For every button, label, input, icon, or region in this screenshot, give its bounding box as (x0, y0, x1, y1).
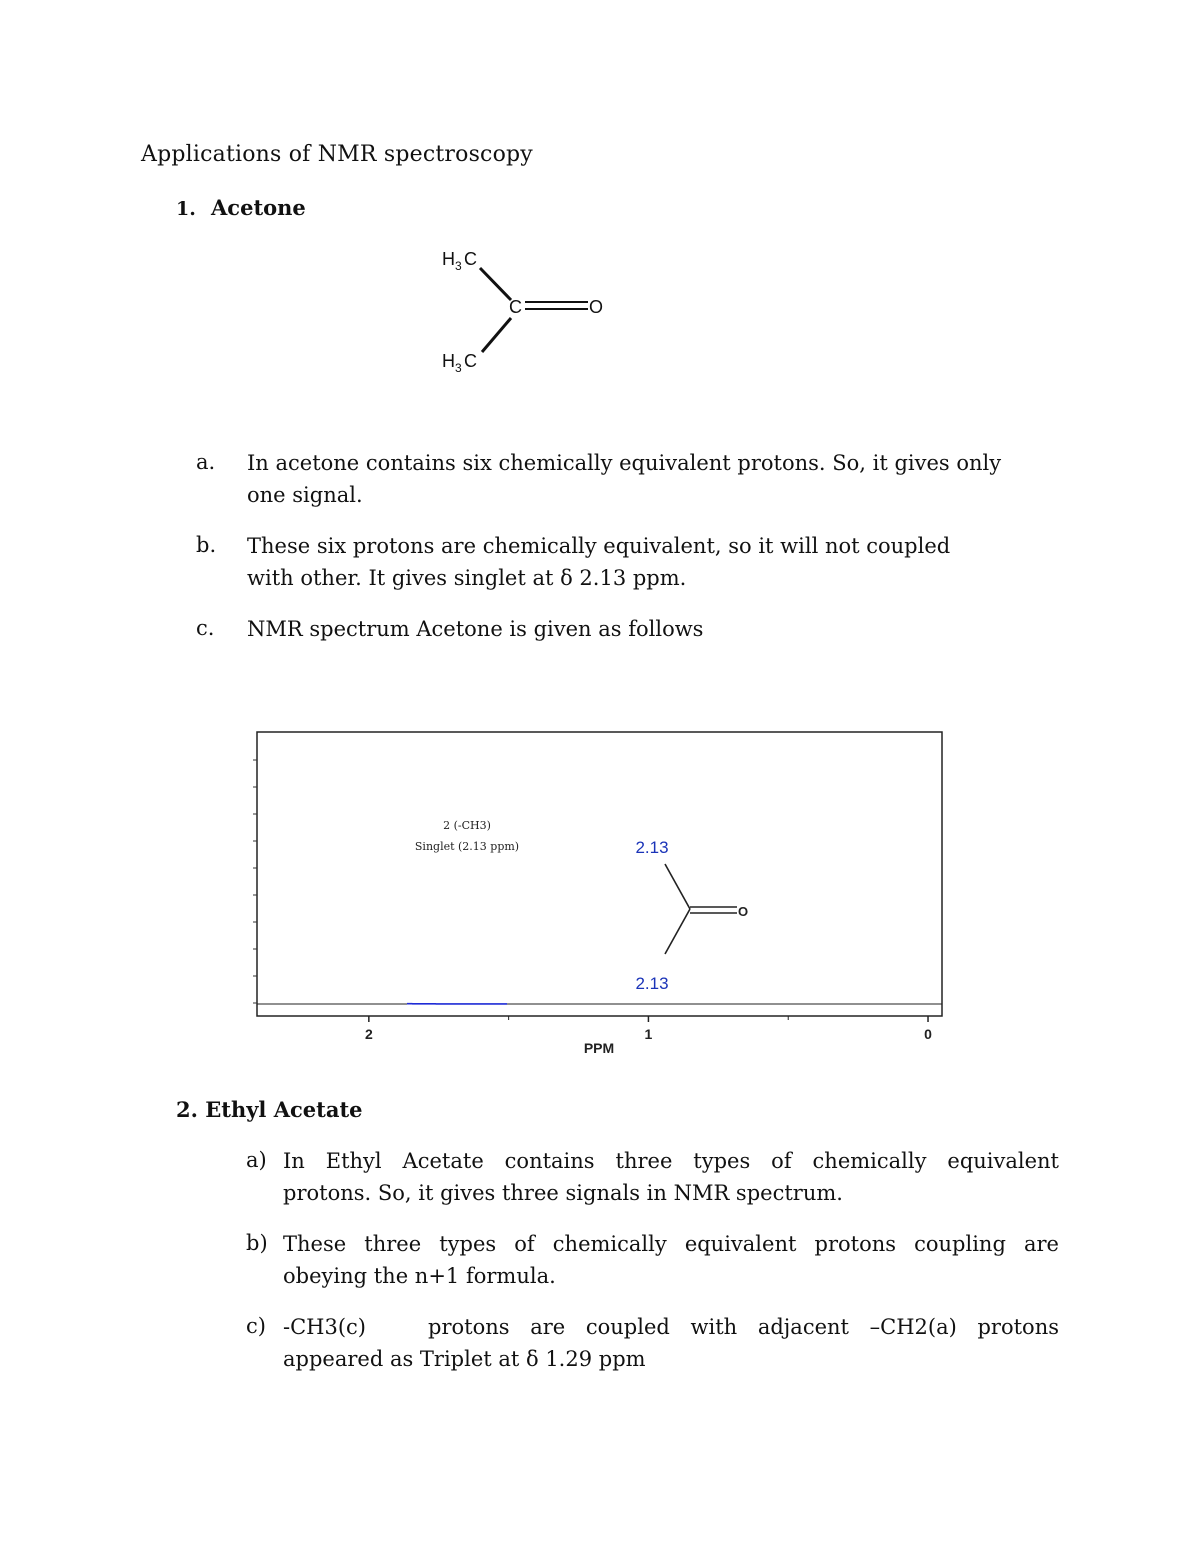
section-number: 1. (176, 198, 196, 220)
bond-top (480, 268, 511, 300)
list-marker: b. (196, 533, 217, 557)
section-heading-ethyl-acetate: 2. Ethyl Acetate (176, 1097, 363, 1122)
x-tick-label: 0 (924, 1026, 932, 1042)
methyl-sub-bottom: 3 (455, 361, 462, 375)
peak-annotation-multiplicity: Singlet (2.13 ppm) (414, 840, 520, 853)
list-item (247, 447, 1067, 511)
carbonyl-carbon: C (509, 297, 522, 317)
list-item (283, 1228, 1059, 1292)
plot-frame (257, 732, 942, 1016)
x-axis-ticks (365, 1016, 932, 1042)
x-tick-label: 1 (644, 1026, 653, 1042)
inset-oxygen: O (738, 904, 749, 919)
list-item-line: NMR spectrum Acetone is given as follows (247, 617, 704, 641)
list-item (283, 1311, 1059, 1375)
list-item-line: These three types of chemically equivalent protons coupling are (283, 1232, 1059, 1256)
x-axis-label: PPM (583, 1040, 615, 1056)
list-item-line: -CH3(c) protons are coupled with adjacent –CH2(a) protons (283, 1315, 1059, 1339)
list-item-line: obeying the n+1 formula. (283, 1264, 556, 1288)
nmr-spectrum-chart (247, 726, 957, 1066)
list-item-line: In Ethyl Acetate contains three types of chemically equivalent (283, 1149, 1059, 1173)
list-item-line: one signal. (247, 483, 363, 507)
list-marker: a. (196, 450, 216, 474)
list-item (247, 613, 1067, 645)
methyl-sub-top: 3 (455, 259, 462, 273)
list-item-line: These six protons are chemically equivalent, so it will not coupled (247, 534, 951, 558)
list-marker: b) (246, 1231, 268, 1255)
list-item-line: with other. It gives singlet at δ 2.13 ppm. (247, 566, 687, 590)
list-item (247, 530, 1067, 594)
section-heading-acetone: Acetone (211, 195, 306, 220)
methyl-c-top: C (464, 249, 477, 269)
inset-shift-top: 2.13 (635, 838, 669, 857)
oxygen-label: O (589, 297, 604, 317)
bond-bottom (482, 318, 511, 352)
list-item (283, 1145, 1059, 1209)
methyl-c-bottom: C (464, 351, 477, 371)
list-marker: c. (196, 616, 215, 640)
list-item-line: In acetone contains six chemically equivalent protons. So, it gives only (247, 451, 1002, 475)
page-title: Applications of NMR spectroscopy (141, 142, 533, 167)
x-tick-label: 2 (364, 1026, 373, 1042)
inset-shift-bottom: 2.13 (635, 974, 669, 993)
list-marker: a) (246, 1148, 267, 1172)
list-marker: c) (246, 1314, 266, 1338)
list-item-line: protons. So, it gives three signals in NMR spectrum. (283, 1181, 843, 1205)
list-item-line: appeared as Triplet at δ 1.29 ppm (283, 1347, 646, 1371)
methyl-h-top: H (442, 249, 455, 269)
acetone-structure (420, 238, 620, 378)
peak-annotation-group: 2 (-CH3) (443, 819, 491, 832)
methyl-h-bottom: H (442, 351, 455, 371)
